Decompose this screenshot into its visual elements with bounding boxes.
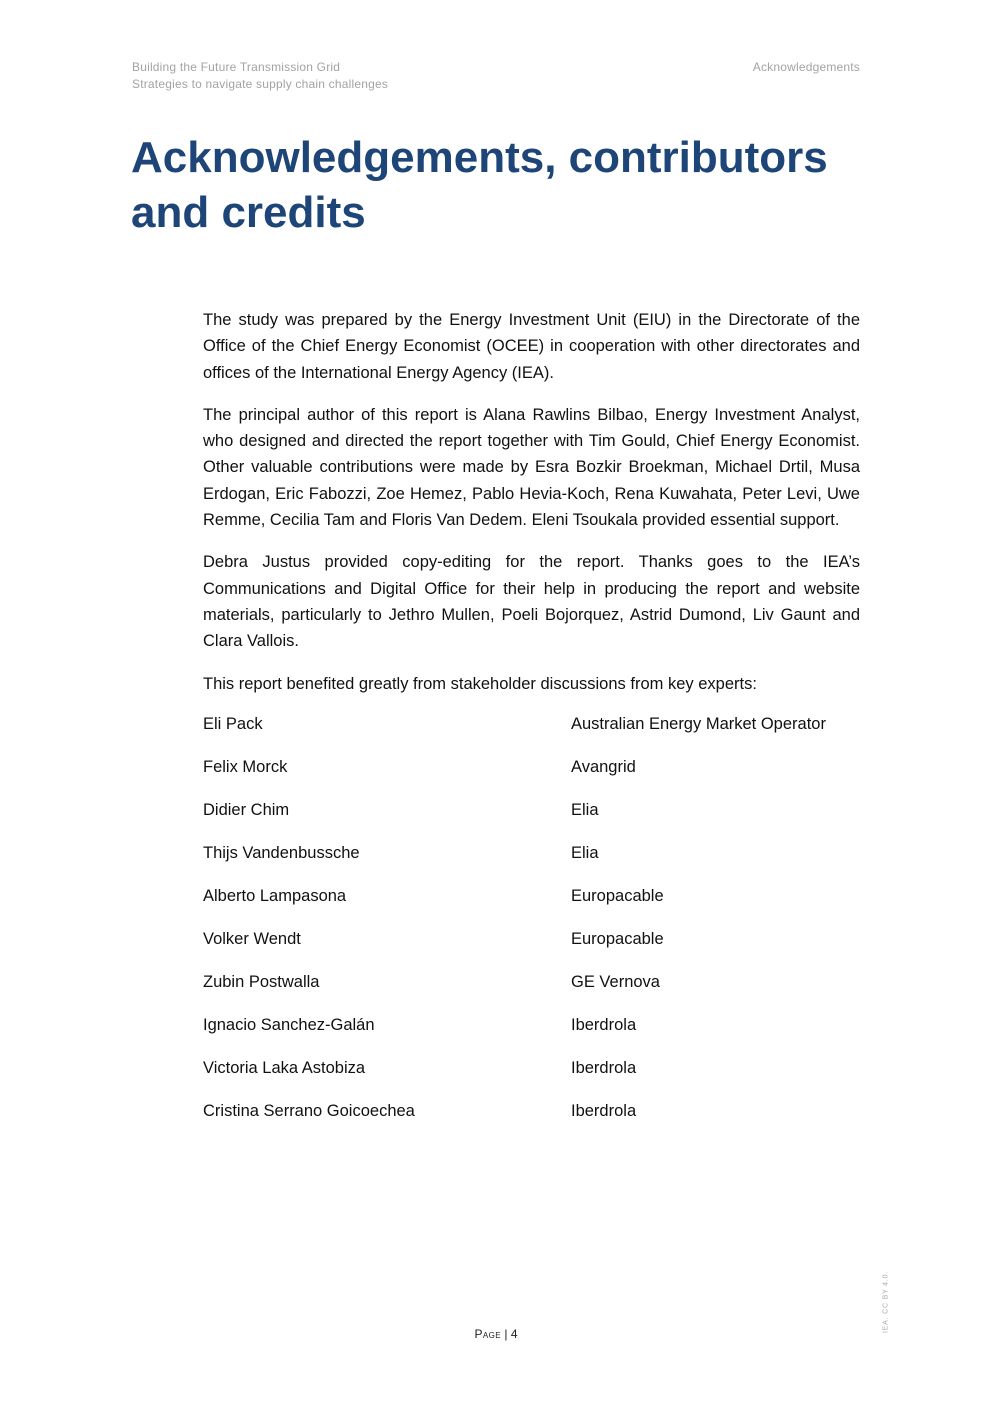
expert-row xyxy=(203,1058,860,1101)
expert-name: Alberto Lampasona xyxy=(203,886,347,905)
report-subtitle: Strategies to navigate supply chain challenges xyxy=(132,77,389,91)
paragraph-principal-author: The principal author of this report is Alana Rawlins Bilbao, Energy Investment Analyst, who designed and directed the report together with Tim Gould, Chief Energy Economist. Other valuable contributions were made by Esra Bozkir Broekman, Michael Drtil, Musa Erdogan, Eric Fabozzi, Zoe Hemez, Pablo Hevia-Koch, Rena Kuwahata, Peter Levi, Uwe Remme, Cecilia Tam and Floris Van Dedem. Eleni Tsoukala provided essential support. xyxy=(203,405,860,530)
expert-organization: Australian Energy Market Operator xyxy=(571,714,826,733)
page-footer xyxy=(0,1326,992,1342)
expert-name: Ignacio Sanchez-Galán xyxy=(203,1015,375,1034)
expert-row xyxy=(203,1015,860,1058)
expert-name: Zubin Postwalla xyxy=(203,972,320,991)
expert-organization: GE Vernova xyxy=(571,972,660,991)
body-content xyxy=(203,307,860,1144)
license-notice: IEA. CC BY 4.0. xyxy=(882,1270,890,1334)
expert-row xyxy=(203,843,860,886)
expert-name: Eli Pack xyxy=(203,714,263,733)
expert-list xyxy=(203,714,860,1144)
page-title: Acknowledgements, contributors and credits xyxy=(131,133,828,237)
expert-row xyxy=(203,886,860,929)
expert-name: Felix Morck xyxy=(203,757,288,776)
expert-name: Cristina Serrano Goicoechea xyxy=(203,1101,415,1120)
expert-organization: Iberdrola xyxy=(571,1058,637,1077)
expert-name: Didier Chim xyxy=(203,800,290,819)
expert-row xyxy=(203,929,860,972)
expert-row xyxy=(203,972,860,1015)
expert-name: Volker Wendt xyxy=(203,929,301,948)
expert-row xyxy=(203,757,860,800)
expert-row xyxy=(203,800,860,843)
page-separator: | xyxy=(504,1327,508,1341)
page-label: Page xyxy=(474,1327,501,1341)
expert-name: Thijs Vandenbussche xyxy=(203,843,360,862)
paragraph-experts-intro: This report benefited greatly from stakeholder discussions from key experts: xyxy=(203,674,757,693)
expert-organization: Iberdrola xyxy=(571,1015,637,1034)
expert-organization: Elia xyxy=(571,800,599,819)
paragraph-copy-editing: Debra Justus provided copy-editing for the report. Thanks goes to the IEA’s Communications and Digital Office for their help in producing the report and website materials, particularly to Jethro Mullen, Poeli Bojorquez, Astrid Dumond, Liv Gaunt and Clara Vallois. xyxy=(203,553,860,651)
section-name: Acknowledgements xyxy=(752,60,860,74)
running-header xyxy=(132,59,388,93)
report-title: Building the Future Transmission Grid xyxy=(132,60,341,74)
expert-row xyxy=(203,714,860,757)
expert-organization: Avangrid xyxy=(571,757,636,776)
expert-organization: Europacable xyxy=(571,929,664,948)
paragraph-study-prepared: The study was prepared by the Energy Investment Unit (EIU) in the Directorate of the Office of the Chief Energy Economist (OCEE) in cooperation with other directorates and offices of the International Energy Agency (IEA). xyxy=(203,311,860,382)
expert-organization: Elia xyxy=(571,843,599,862)
expert-organization: Iberdrola xyxy=(571,1101,637,1120)
page-number: 4 xyxy=(510,1327,518,1341)
expert-organization: Europacable xyxy=(571,886,664,905)
expert-row xyxy=(203,1101,860,1144)
expert-name: Victoria Laka Astobiza xyxy=(203,1058,366,1077)
